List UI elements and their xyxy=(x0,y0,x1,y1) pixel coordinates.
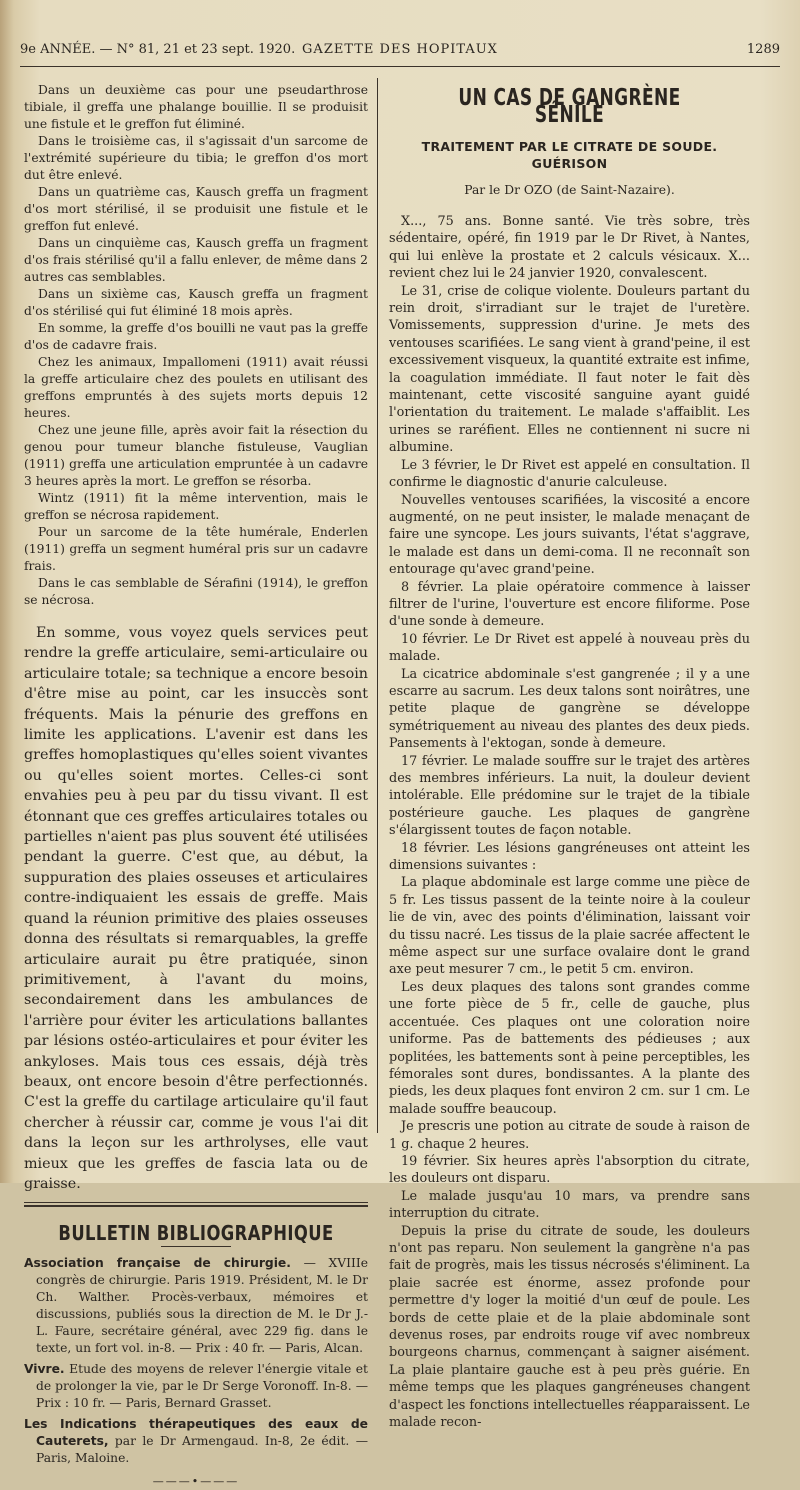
bibliography-section xyxy=(24,1221,368,1490)
right-column xyxy=(389,82,750,1431)
paragraph: Dans un quatrième cas, Kausch greffa un fragment d'os mort stérilisé, il se produisit une fistule et le greffon fut enlevé. xyxy=(24,185,368,233)
paragraph: Dans le cas semblable de Sérafini (1914), le greffon se nécrosa. xyxy=(24,576,368,607)
paragraph: Dans un sixième cas, Kausch greffa un fragment d'os stérilisé qui fut éliminé 18 mois après. xyxy=(24,287,368,318)
entry-body: — XVIIIe congrès de chirurgie. Paris 1919. Président, M. le Dr Ch. Walther. Procès-verbaux, mémoires et discussions, publiés sous la direction de M. le Dr J.-L. Faure, secrétaire général, avec 229 fig. dans le texte, un fort vol. in-8. — Prix : 40 fr. — Paris, Alcan. xyxy=(36,1256,368,1356)
paragraph: Wintz (1911) fit la même intervention, mais le greffon se nécrosa rapidement. xyxy=(24,491,368,522)
article-paragraph: La cicatrice abdominale s'est gangrenée ; il y a une escarre au sacrum. Les deux talons sont noirâtres, une petite plaque de gangrène se développe symétriquement au niveau des plantes des deux pieds. Pansements à l'ektogan, sonde à demeure. xyxy=(389,666,750,752)
journal-title: GAZETTE DES HOPITAUX xyxy=(302,42,498,57)
conclusion-paragraph: En somme, vous voyez quels services peut rendre la greffe articulaire, semi-articulaire ou articulaire totale; sa technique a encore besoin d'être mise au point, car les insuccès sont fréquents. Mais la pénurie des greffons en limite les applications. L'avenir est dans les greffes homoplastiques qu'elles soient vivantes ou qu'elles soient mortes. Celles-ci sont envahies peu à peu par du tissu vivant. Il est étonnant que ces greffes articulaires totales ou partielles n'aient pas plus souvent été utilisées pendant la guerre. C'est que, au début, la suppuration des plaies osseuses et articulaires contre-indiquaient les essais de greffe. Mais quand la réunion primitive des plaies osseuses donna des résultats si remarquables, la greffe articulaire aurait pu être pratiquée, sinon primitivement, à l'avant du moins, secondairement dans les ambulances de l'arrière pour éviter les articulations ballantes par lésions ostéo-articulaires et pour éviter les ankyloses. Mais tous ces essais, déjà très beaux, ont encore besoin d'être perfectionnés. C'est la greffe du cartilage articulaire qu'il faut chercher à réussir car, comme je vous l'ai dit dans la leçon sur les arthrolyses, elle vaut mieux que les greffes de fascia lata ou de graisse. xyxy=(24,625,368,1192)
title-rule xyxy=(161,1246,231,1247)
bibliography-entry xyxy=(24,1361,368,1412)
article-paragraph: Les deux plaques des talons sont grandes comme une forte pièce de 5 fr., celle de gauche, plus accentuée. Ces plaques ont une coloration noire uniforme. Pas de battements des pédieuses ; aux poplitées, les battements sont à peine perceptibles, les fémorales sont dures, bondissantes. A la plante des pieds, les deux plaques font environ 2 cm. sur 1 cm. Le malade souffre beaucoup. xyxy=(389,979,750,1117)
left-column xyxy=(24,82,368,1490)
article-paragraph: Le malade jusqu'au 10 mars, va prendre sans interruption du citrate. xyxy=(389,1188,750,1222)
paragraph: En somme, la greffe d'os bouilli ne vaut pas la greffe d'os de cadavre frais. xyxy=(24,321,368,352)
issue-info: 9e ANNÉE. — N° 81, 21 et 23 sept. 1920. xyxy=(20,42,296,57)
article-paragraph: X..., 75 ans. Bonne santé. Vie très sobre, très sédentaire, opéré, fin 1919 par le Dr Rivet, à Nantes, qui lui enlève la prostate et 2 calculs vésicaux. X... revient chez lui le 24 janvier 1920, convalescent. xyxy=(389,214,750,282)
entry-body: par le Dr Armengaud. In-8, 2e édit. — Paris, Maloine. xyxy=(36,1434,368,1466)
page-header xyxy=(20,38,780,64)
paragraph: Chez les animaux, Impallomeni (1911) avait réussi la greffe articulaire chez des poulets en utilisant des greffons empruntés à des sujets morts depuis 12 heures. xyxy=(24,355,368,420)
conclusion-block xyxy=(24,623,368,1194)
bibliography-title: BULLETIN BIBLIOGRAPHIQUE xyxy=(58,1221,334,1246)
article-paragraph: Depuis la prise du citrate de soude, les douleurs n'ont pas reparu. Non seulement la gangrène n'a pas fait de progrès, mais les tissus nécrosés s'éliminent. La plaie sacrée est énorme, assez profonde pour permettre d'y loger la moitié d'un œuf de poule. Les bords de cette plaie et de la plaie abdominale sont devenus roses, par endroits rouge vif avec nombreux bourgeons charnus, commençant à saigner aisément. La plaie plantaire gauche est à peu près guérie. En même temps que les plaques gangréneuses changent d'aspect les fonctions intellectuelles réapparaissent. Le malade recon- xyxy=(389,1223,750,1431)
entry-head: Les Indications thérapeutiques des eaux de Cauterets, xyxy=(24,1417,368,1449)
paragraph: Dans un cinquième cas, Kausch greffa un fragment d'os frais stérilisé qu'il a fallu enlever, de même dans 2 autres cas semblables. xyxy=(24,236,368,284)
article-paragraph: 19 février. Six heures après l'absorption du citrate, les douleurs ont disparu. xyxy=(389,1153,750,1187)
article-paragraph: 8 février. La plaie opératoire commence à laisser filtrer de l'urine, l'ouverture est encore filiforme. Pose d'une sonde à demeure. xyxy=(389,579,750,630)
entry-head: Vivre. xyxy=(24,1362,65,1377)
header-rule xyxy=(20,66,780,67)
article-paragraph: 17 février. Le malade souffre sur le trajet des artères des membres inférieurs. La nuit, la douleur devient intolérable. Elle prédomine sur le trajet de la tibiale postérieure gauche. Les plaques de gangrène s'élargissent toutes de façon notable. xyxy=(389,753,750,839)
article-paragraph: Le 31, crise de colique violente. Douleurs partant du rein droit, s'irradiant sur le trajet de l'uretère. Vomissements, suppression d'urine. Je mets des ventouses scarifiées. Le sang vient à grand'peine, il est excessivement visqueux, la quantité extraite est infime, la coagulation immédiate. Il faut noter le fait dès maintenant, cette viscosité sanguine ayant guidé l'orientation du traitement. Le malade s'affaiblit. Les urines se raréfient. Elles ne contiennent ni sucre ni albumine. xyxy=(389,283,750,456)
end-ornament: ———•——— xyxy=(152,1475,240,1489)
page-number: 1289 xyxy=(746,42,780,57)
paragraph: Dans un deuxième cas pour une pseudarthrose tibiale, il greffa une phalange bouillie. Il se produisit une fistule et le greffon fut éliminé. xyxy=(24,83,368,131)
paragraph: Chez une jeune fille, après avoir fait la résection du genou pour tumeur blanche fistuleuse, Vauglian (1911) greffa une articulation empruntée à un cadavre 3 heures après la mort. Le greffon se résorba. xyxy=(24,423,368,488)
bibliography-entry xyxy=(24,1255,368,1357)
entry-head: Association française de chirurgie. xyxy=(24,1256,291,1271)
paragraph: Dans le troisième cas, il s'agissait d'un sarcome de l'extrémité supérieure du tibia; le greffon d'os mort dut être enlevé. xyxy=(24,134,368,182)
article-paragraph: Nouvelles ventouses scarifiées, la viscosité a encore augmenté, on ne peut insister, le malade menaçant de faire une syncope. Les jours suivants, l'état s'aggrave, le malade est dans un demi-coma. Il ne reconnaît son entourage qu'avec grand'peine. xyxy=(389,492,750,578)
article-paragraph: 18 février. Les lésions gangréneuses ont atteint les dimensions suivantes : xyxy=(389,840,750,874)
section-rule xyxy=(24,1202,368,1203)
column-divider xyxy=(377,78,378,1133)
article-paragraph: 10 février. Le Dr Rivet est appelé à nouveau près du malade. xyxy=(389,631,750,665)
bibliography-entry xyxy=(24,1416,368,1467)
article-paragraph: Je prescris une potion au citrate de soude à raison de 1 g. chaque 2 heures. xyxy=(389,1119,750,1152)
article-paragraph: Le 3 février, le Dr Rivet est appelé en consultation. Il confirme le diagnostic d'anurie calculeuse. xyxy=(389,457,750,491)
paragraph: Pour un sarcome de la tête humérale, Enderlen (1911) greffa un segment huméral pris sur un cadavre frais. xyxy=(24,525,368,573)
entry-body: Etude des moyens de relever l'énergie vitale et de prolonger la vie, par le Dr Serge Voronoff. In-8. — Prix : 10 fr. — Paris, Bernard Grasset. xyxy=(36,1362,368,1411)
article-byline: Par le Dr OZO (de Saint-Nazaire). xyxy=(464,183,675,197)
article-paragraph: La plaque abdominale est large comme une pièce de 5 fr. Les tissus passent de la teinte noire à la couleur lie de vin, avec des points d'élimination, laissant voir du tissu nacré. Les tissus de la plaie sacrée affectent le même aspect sur une surface ovalaire dont le grand axe peut mesurer 7 cm., le petit 5 cm. environ. xyxy=(389,875,750,978)
section-rule-thick xyxy=(24,1205,368,1207)
article-title: UN CAS DE GANGRÈNE SÉNILE xyxy=(458,85,681,128)
article-subtitle: TRAITEMENT PAR LE CITRATE DE SOUDE. GUÉRISON xyxy=(421,139,718,171)
